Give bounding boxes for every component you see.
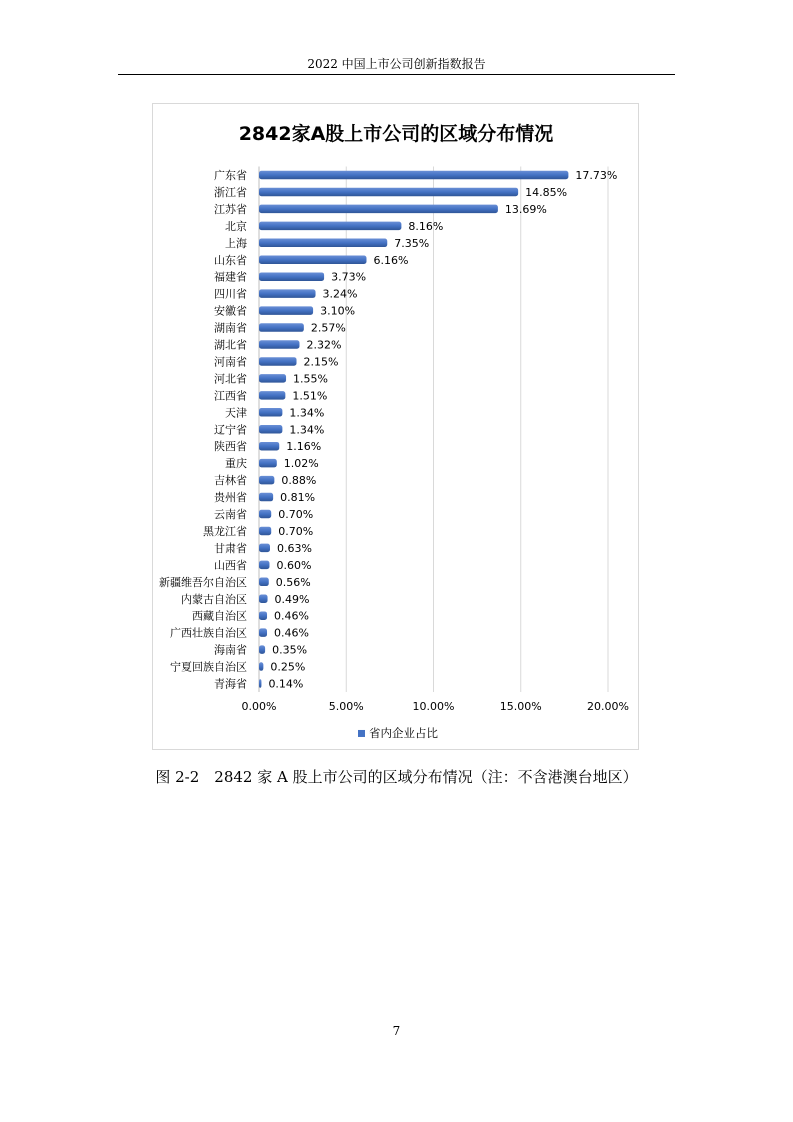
running-header: 2022 中国上市公司创新指数报告 [307,57,486,71]
category-label: 河南省 [214,355,247,369]
data-label: 0.63% [276,541,312,555]
data-label: 2.32% [306,338,342,352]
bar [259,679,261,688]
category-label: 贵州省 [214,491,247,505]
bar [259,544,270,553]
category-label: 湖南省 [214,321,247,335]
chart-title: 2842家A股上市公司的区域分布情况 [238,123,554,145]
bar [259,628,267,637]
bar [259,578,269,587]
bar [259,493,273,502]
bar [259,476,274,485]
chart-frame [152,103,639,750]
data-label: 1.34% [289,406,325,420]
bar [259,527,271,536]
category-label: 黑龙江省 [203,524,247,538]
data-label: 3.73% [331,270,367,284]
category-label: 云南省 [214,508,247,521]
data-label: 0.81% [280,491,316,505]
bar [259,205,498,214]
category-label: 内蒙古自治区 [181,592,247,606]
category-label: 吉林省 [214,474,247,488]
bar [259,289,316,298]
data-label: 0.88% [281,474,317,488]
data-label: 7.35% [394,236,430,250]
category-label: 浙江省 [214,185,247,199]
category-label: 广东省 [214,169,247,182]
category-label: 天津 [225,406,247,420]
bar [259,662,263,671]
bar [259,323,304,332]
category-label: 陕西省 [214,440,247,454]
category-label: 西藏自治区 [192,609,247,623]
bar [259,459,277,468]
bar [259,510,271,519]
bar [259,256,366,265]
data-label: 0.70% [278,524,314,538]
data-label: 1.02% [283,457,319,471]
data-label: 0.46% [274,626,309,640]
category-label: 江西省 [214,389,247,403]
data-label: 6.16% [373,253,409,267]
category-label: 广西壮族自治区 [170,626,247,640]
data-label: 8.16% [408,219,444,233]
category-label: 辽宁省 [214,423,247,437]
bar [259,222,401,231]
data-label: 0.14% [268,677,304,691]
bar [259,408,282,417]
data-label: 0.25% [270,660,306,674]
category-label: 甘肃省 [214,541,247,555]
bar [259,611,267,620]
bar [259,374,286,383]
data-label: 1.34% [289,423,325,437]
figure-caption: 图 2-2 2842 家 A 股上市公司的区域分布情况（注：不含港澳台地区） [155,768,638,786]
category-label: 北京 [225,219,247,233]
category-label: 四川省 [214,287,247,301]
bar [259,391,285,400]
category-label: 重庆 [225,457,247,471]
data-label: 1.16% [286,440,322,454]
x-tick-label: 10.00% [412,699,455,713]
bar [259,306,313,315]
data-label: 0.70% [278,508,314,521]
data-label: 0.46% [274,609,309,623]
category-label: 青海省 [214,677,247,691]
category-label: 山东省 [214,253,247,267]
data-label: 17.73% [575,169,618,182]
category-label: 福建省 [214,270,247,284]
data-label: 3.10% [320,304,356,318]
category-label: 上海 [225,236,247,250]
category-label: 山西省 [214,558,247,572]
data-label: 1.55% [293,372,329,386]
data-label: 13.69% [504,202,547,216]
bar [259,340,299,349]
legend-swatch [358,730,365,737]
x-tick-label: 0.00% [241,699,277,713]
category-label: 安徽省 [214,304,247,318]
data-label: 0.49% [274,592,310,606]
category-label: 河北省 [214,372,247,386]
bar [259,561,269,570]
bar-chart [153,104,640,751]
bar [259,595,268,604]
page-number: 7 [392,1024,401,1038]
data-label: 1.51% [292,389,328,403]
bar [259,239,387,248]
data-label: 14.85% [525,185,568,199]
bar [259,645,265,654]
category-label: 湖北省 [214,338,247,352]
category-label: 新疆维吾尔自治区 [159,575,247,589]
data-label: 0.35% [272,643,308,657]
x-tick-label: 5.00% [328,699,364,713]
bar [259,425,282,434]
x-tick-label: 15.00% [499,699,542,713]
bar [259,272,324,281]
data-label: 0.56% [275,575,311,589]
legend-label: 省内企业占比 [369,725,438,740]
category-label: 宁夏回族自治区 [170,660,247,674]
category-label: 江苏省 [214,202,247,216]
bar [259,188,518,197]
category-label: 海南省 [214,643,247,657]
bar [259,171,568,180]
data-label: 3.24% [322,287,358,301]
header-rule [118,74,675,75]
x-tick-label: 20.00% [587,699,629,713]
data-label: 2.15% [303,355,339,369]
data-label: 2.57% [310,321,346,335]
bar [259,442,279,451]
bar [259,357,297,366]
data-label: 0.60% [276,558,312,572]
